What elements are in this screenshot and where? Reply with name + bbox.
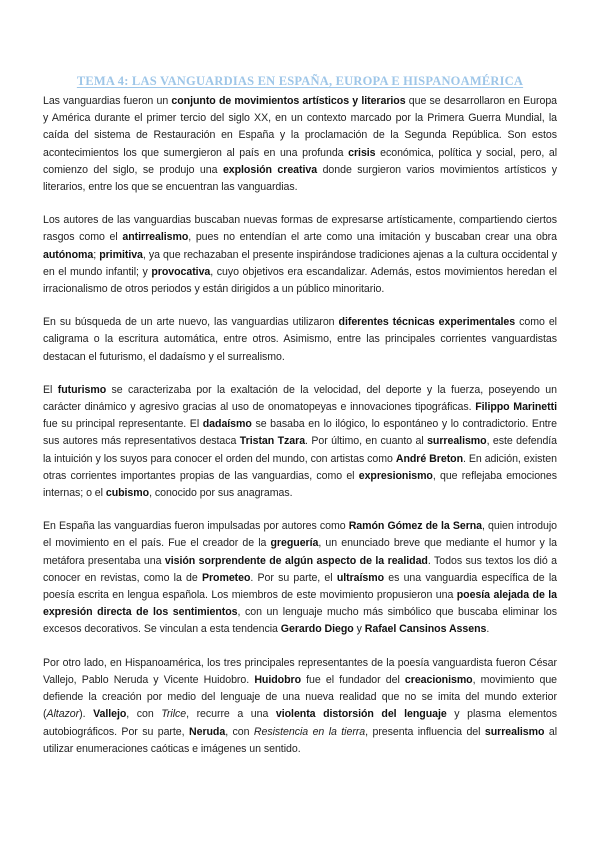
text-run: , un enunciado breve que mediante el humor y la metáfora presentaba una xyxy=(43,537,557,567)
bold-term: surrealismo xyxy=(427,435,487,448)
bold-term: provocativa xyxy=(151,265,211,278)
italic-title: Resistencia en la tierra xyxy=(253,725,366,738)
text-run: , conocido por sus anagramas. xyxy=(149,487,293,500)
text-run: , recurre a una xyxy=(186,708,276,721)
text-run: En su búsqueda de un arte nuevo, las vanguardias utilizaron xyxy=(43,316,339,329)
text-run: El xyxy=(43,383,58,396)
bold-term: primitiva xyxy=(99,248,143,261)
bold-term: Ramón Gómez de la Serna xyxy=(348,520,483,533)
text-run: fue el fundador del xyxy=(301,673,405,686)
text-run: , movimiento que defiende la creación por medio del lenguaje de una nueva realidad que no se imita del mundo exterior ( xyxy=(43,673,558,721)
text-run: . Todos sus textos los dió a conocer en revistas, como la de xyxy=(43,554,557,584)
paragraph-3 xyxy=(43,314,557,366)
text-run: . Por su parte, el xyxy=(250,571,337,584)
text-run: . Por último, en cuanto al xyxy=(305,435,428,448)
bold-term: conjunto de movimientos artísticos y literarios xyxy=(171,95,406,107)
text-run: En España las vanguardias fueron impulsadas por autores como xyxy=(43,520,349,533)
bold-term: explosión creativa xyxy=(222,163,318,176)
bold-term: Huidobro xyxy=(254,673,301,686)
paragraph-2 xyxy=(43,212,557,298)
text-run: al utilizar enumeraciones caóticas e imágenes un sentido. xyxy=(43,725,557,755)
bold-term: autónoma xyxy=(43,248,94,261)
bold-term: Neruda xyxy=(189,725,226,738)
text-run: , este defendía la intuición y los suyos para conocer el orden del mundo, con artistas como xyxy=(43,435,558,465)
bold-term: futurismo xyxy=(57,383,107,396)
text-run: fue su principal representante. El xyxy=(43,418,203,431)
bold-term: dadaísmo xyxy=(202,418,252,431)
text-run: . xyxy=(486,623,490,636)
document-body xyxy=(43,93,557,758)
text-run: Los autores de las vanguardias buscaban nuevas formas de expresarse artísticamente, compartiendo ciertos rasgos como el xyxy=(43,214,557,244)
text-run: Por otro lado, en Hispanoamérica, los tres principales representantes de la poesía vanguardista fueron César Vallejo, Pablo Neruda y Vicente Huidobro. xyxy=(43,656,557,686)
text-run: donde surgieron varios movimientos artísticos y literarios, entre los que se encuentran las vanguardias. xyxy=(43,163,557,194)
bold-term: Gerardo Diego xyxy=(280,623,354,636)
paragraph-6 xyxy=(43,655,557,758)
document-title: TEMA 4: LAS VANGUARDIAS EN ESPAÑA, EUROPA E HISPANOAMÉRICA xyxy=(76,74,524,88)
bold-term: Tristan Tzara xyxy=(239,435,306,448)
text-run: , ya que rechazaban el presente inspirándose tradiciones ajenas a la cultura occidental y en el mundo infantil; y xyxy=(43,248,557,278)
italic-title: Altazor xyxy=(46,708,80,721)
paragraph-4 xyxy=(43,382,557,502)
text-run: , quien introdujo el movimiento en el país. Fue el creador de la xyxy=(43,520,557,550)
bold-term: crisis xyxy=(348,146,376,159)
text-run: como el caligrama o la escritura automática, entre otros. Asimismo, entre las principales corrientes vanguardistas destacan el futurismo, el dadaísmo y el surrealismo. xyxy=(43,316,557,363)
bold-term: Filippo Marinetti xyxy=(475,401,557,414)
bold-term: antirrealismo xyxy=(122,231,189,244)
bold-term: ultraísmo xyxy=(336,571,385,584)
bold-term: violenta distorsión del lenguaje xyxy=(275,708,447,721)
italic-title: Trilce xyxy=(161,708,187,721)
bold-term: Rafael Cansinos Assens xyxy=(364,623,487,636)
text-run: ). xyxy=(79,708,94,721)
paragraph-5 xyxy=(43,518,557,638)
document-page xyxy=(43,0,557,758)
bold-term: André Breton xyxy=(395,452,464,465)
bold-term: poesía alejada de la expresión directa de los sentimientos xyxy=(43,589,557,619)
paragraph-1 xyxy=(43,93,557,196)
text-run: Las vanguardias fueron un xyxy=(43,95,172,107)
bold-term: Prometeo xyxy=(201,571,251,584)
text-run: , con xyxy=(225,725,254,738)
text-run: económica, política y social, pero, al comienzo del siglo, se produjo una xyxy=(43,146,557,176)
bold-term: creacionismo xyxy=(404,673,473,686)
text-run: se caracterizaba por la exaltación de la velocidad, del deporte y la fuerza, poseyendo un carácter dinámico y agresivo gracias al uso de onomatopeyas e innovaciones tipográficas. xyxy=(43,383,557,414)
bold-term: visión sorprendente de algún aspecto de la realidad xyxy=(164,554,428,567)
text-run: , cuyo objetivos era escandalizar. Además, estos movimientos heredan el irracionalismo de otros periodos y están dirigidos a un público minoritario. xyxy=(43,265,557,296)
text-run: ; xyxy=(93,248,100,261)
text-run: que se desarrollaron en Europa y América durante el primer tercio del siglo XX, en un contexto marcado por la Primera Guerra Mundial, la caída del sistema de Restauración en España y la proclamación de la Segunda República. Son estos acontecimientos los que sumergieron al país en una profunda xyxy=(43,95,558,159)
text-run: , que reflejaba emociones internas; o el xyxy=(43,469,557,500)
text-run: , pues no entendían el arte como una imitación y buscaban crear una obra xyxy=(188,231,557,244)
text-run: y xyxy=(353,623,365,636)
bold-term: diferentes técnicas experimentales xyxy=(338,316,516,329)
text-run: , presenta influencia del xyxy=(365,725,485,738)
bold-term: cubismo xyxy=(105,487,150,500)
text-run: . En adición, existen otras corrientes importantes propias de las vanguardias, como el xyxy=(43,452,557,482)
text-run: y plasma elementos autobiográficos. Por su parte, xyxy=(43,708,557,738)
bold-term: Vallejo xyxy=(93,708,127,721)
text-run: es una vanguardia específica de la poesía escrita en lengua española. Los miembros de este movimiento propusieron una xyxy=(43,571,557,602)
bold-term: surrealismo xyxy=(484,725,545,738)
bold-term: greguería xyxy=(270,537,319,550)
text-run: , con un lenguaje mucho más simbólico que buscaba eliminar los excesos decorativos. Se vinculan a esta tendencia xyxy=(43,606,557,636)
text-run: se basaba en lo ilógico, lo espontáneo y lo contradictorio. Entre sus autores más representativos destaca xyxy=(43,418,557,448)
bold-term: expresionismo xyxy=(358,469,433,482)
text-run: , con xyxy=(126,708,162,721)
